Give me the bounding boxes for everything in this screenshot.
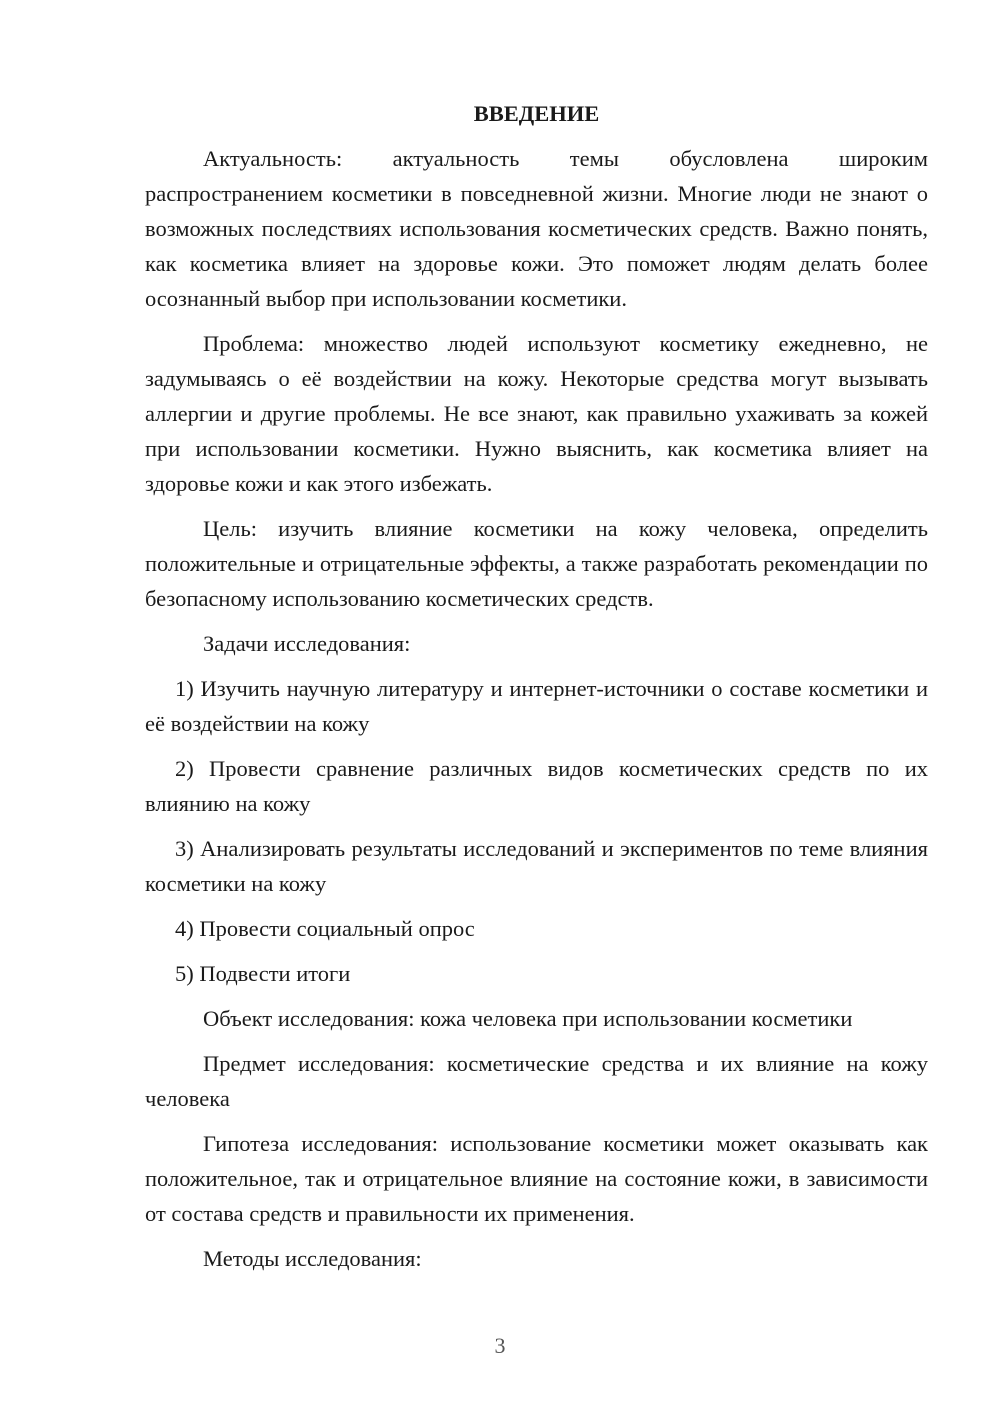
object-paragraph: Объект исследования: кожа человека при использовании косметики [203, 1006, 853, 1031]
methods-heading: Методы исследования: [203, 1246, 422, 1271]
page-number: 3 [494, 1333, 506, 1358]
document-page [145, 96, 928, 1286]
goal-paragraph: Цель: изучить влияние косметики на кожу человека, определить положительные и отрицательные эффекты, а также разработать рекомендации по безопасному использованию косметических средств. [145, 516, 928, 611]
problem-paragraph: Проблема: множество людей используют косметику ежедневно, не задумываясь о её воздействии на кожу. Некоторые средства могут вызывать аллергии и другие проблемы. Не все знают, как правильно ухаживать за кожей при использовании косметики. Нужно выяснить, как косметика влияет на здоровье кожи и как этого избежать. [145, 331, 928, 496]
tasks-list [145, 671, 928, 991]
list-item: 4) Провести социальный опрос [175, 916, 475, 941]
page-title: ВВЕДЕНИЕ [473, 101, 600, 126]
hypothesis-paragraph: Гипотеза исследования: использование косметики может оказывать как положительное, так и отрицательное влияние на состояние кожи, в зависимости от состава средств и правильности их применения. [145, 1131, 928, 1226]
list-item: 3) Анализировать результаты исследований и экспериментов по теме влияния косметики на кожу [145, 836, 928, 896]
relevance-paragraph: Актуальность: актуальность темы обусловлена широким распространением косметики в повседневной жизни. Многие люди не знают о возможных последствиях использования косметических средств. Важно понять, как косметика влияет на здоровье кожи. Это поможет людям делать более осознанный выбор при использовании косметики. [145, 146, 928, 311]
tasks-heading: Задачи исследования: [203, 631, 411, 656]
subject-paragraph: Предмет исследования: косметические средства и их влияние на кожу человека [145, 1051, 928, 1111]
list-item: 1) Изучить научную литературу и интернет-источники о составе косметики и её воздействии на кожу [145, 676, 928, 736]
list-item: 2) Провести сравнение различных видов косметических средств по их влиянию на кожу [145, 756, 928, 816]
list-item: 5) Подвести итоги [175, 961, 351, 986]
